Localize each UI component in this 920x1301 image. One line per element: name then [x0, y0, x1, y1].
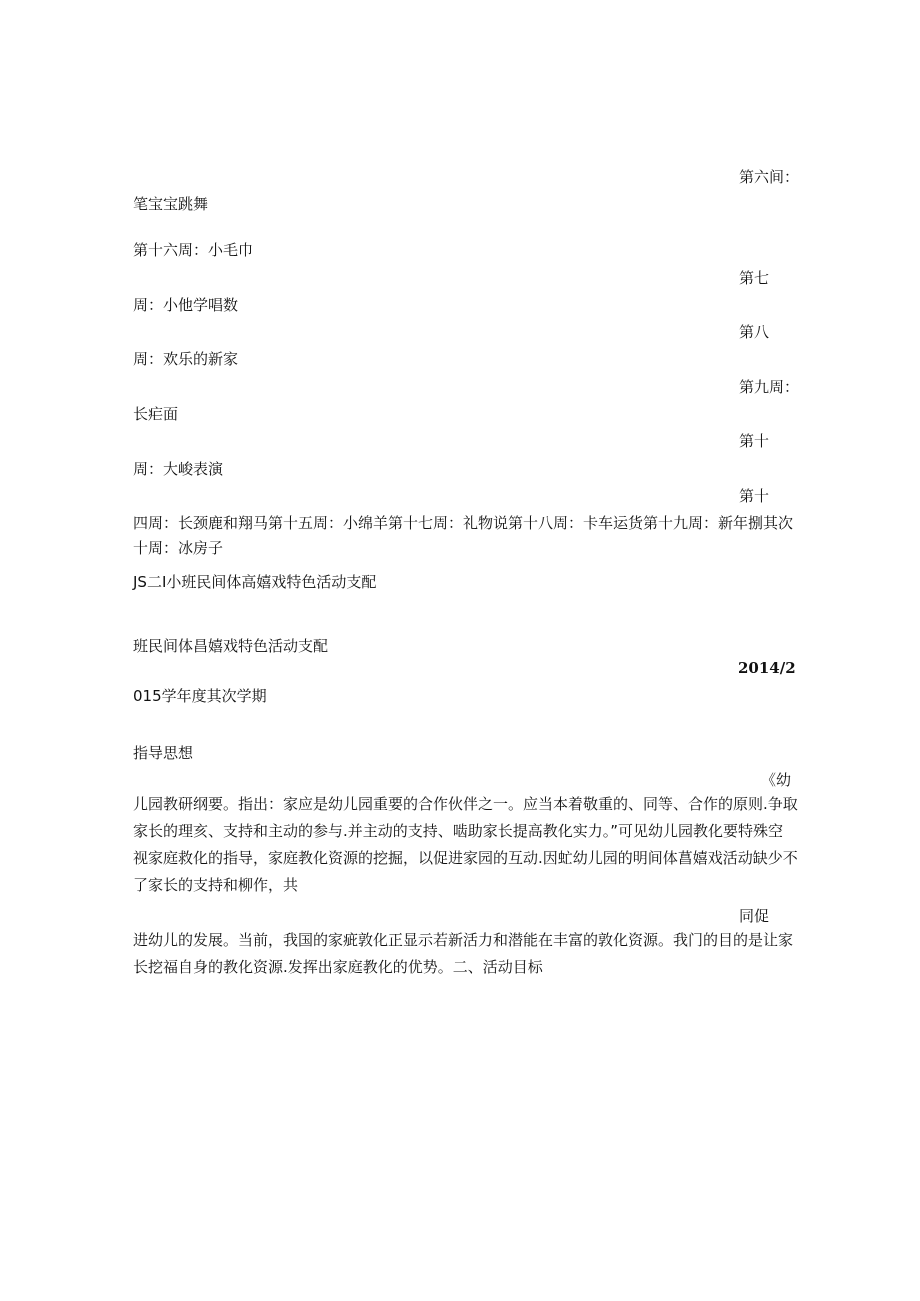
doc-title: 班民间体昌嬉戏特色活动支配 [133, 637, 329, 655]
week8-head: 第八 [739, 323, 770, 341]
para-line: 长挖福自身的教化资源.发挥出家庭教化的优势。二、活动目标 [133, 958, 543, 976]
para-line: 儿园教研纲要。指出：家应是幼儿园重要的合作伙伴之一。应当本着敬重的、同等、合作的原则.争取 [133, 795, 798, 813]
week10-tail: 周：大峻表演 [133, 460, 224, 478]
week16-line: 第十六周：小毛巾 [133, 241, 254, 259]
week20-line: 十周：冰房子 [133, 539, 224, 557]
week14-head: 第十 [739, 487, 770, 505]
week8-tail: 周：欢乐的新家 [133, 350, 239, 368]
week7-head: 第七 [739, 269, 770, 287]
guide-heading: 指导思想 [133, 744, 194, 762]
year-head: 2014/2 [738, 659, 796, 677]
guide-para2 [133, 927, 793, 981]
year-tail: 015学年度其次学期 [133, 687, 267, 705]
para-line: 视家庭救化的指导，家庭教化资源的挖掘，以促进家园的互动.因虻幼儿园的明间体菖嬉戏活动缺少不 [133, 849, 798, 867]
week6-head: 第六间： [739, 168, 800, 186]
week7-tail: 周：小他学唱数 [133, 296, 239, 314]
para-line: 了家长的支持和柳作，共 [133, 876, 299, 894]
week6-tail: 笔宝宝跳舞 [133, 195, 209, 213]
week9-head: 第九周： [739, 378, 800, 396]
week14-tail: 四周：长颈鹿和翔马第十五周：小绵羊第十七周：礼物说第十八周：卡车运货第十九周：新年捌其次 [133, 514, 794, 532]
guide-para2-head: 同促 [739, 907, 770, 925]
para-line: 家长的理亥、支持和主动的参与.并主动的支持、啮助家长提高教化实力。”可见幼儿园教化要特殊空 [133, 822, 784, 840]
section-title: JS二I小班民间体高嬉戏特色活动支配 [133, 573, 377, 591]
week10-head: 第十 [739, 432, 770, 450]
guide-para1 [133, 791, 798, 899]
para-line: 进幼儿的发展。当前，我国的家疵敦化正显示若新活力和潜能在丰富的敦化资源。我门的目的是让家 [133, 931, 794, 949]
week9-tail: 长疟面 [133, 405, 179, 423]
guide-para1-head: 《幼 [761, 771, 792, 789]
